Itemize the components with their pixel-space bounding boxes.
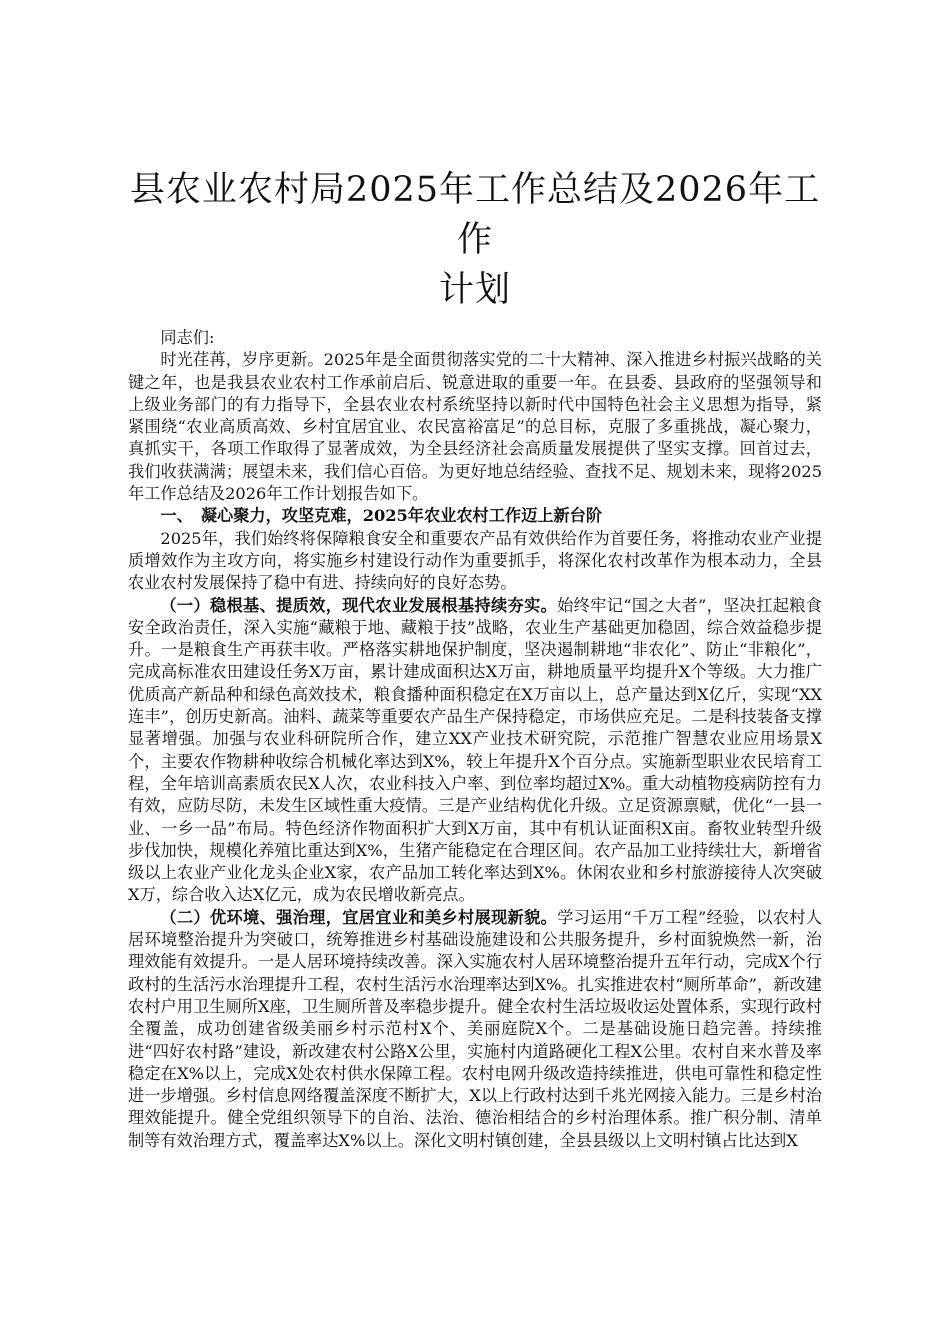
section-1-heading: 一、 凝心聚力，攻坚克难，2025年农业农村工作迈上新台阶 bbox=[160, 506, 603, 526]
subsection-1-heading: （一）稳根基、提质效，现代农业发展根基持续夯实。 bbox=[160, 595, 558, 615]
subsection-2-text: 学习运用“千万工程”经验，以农村人居环境整治提升为突破口，统筹推进乡村基础设施建设和公共服务提升，乡村面貌焕然一新，治理效能有效提升。一是人居环境持续改善。深入实施农村人居环境整治提升五年行动，完成X个行政村的生活污水治理提升工程，农村生活污水治理率达到X%。扎实推进农村“厕所革命”，新改建农村户用卫生厕所X座，卫生厕所普及率稳步提升。健全农村生活垃圾收运处置体系，实现行政村全覆盖，成功创建省级美丽乡村示范村X个、美丽庭院X个。二是基础设施日趋完善。持续推进“四好农村路”建设，新改建农村公路X公里，实施村内道路硬化工程X公里。农村自来水普及率稳定在X%以上，完成X处农村供水保障工程。农村电网升级改造持续推进，供电可靠性和稳定性进一步增强。乡村信息网络覆盖深度不断扩大，X以上行政村达到千兆光网接入能力。三是乡村治理效能提升。健全党组织领导下的自治、法治、德治相结合的乡村治理体系。推广积分制、清单制等有效治理方式，覆盖率达X%以上。深化文明村镇创建，全县县级以上文明村镇占比达到X bbox=[128, 907, 822, 1150]
document-body bbox=[128, 327, 822, 1152]
subsection-2-heading: （二）优环境、强治理，宜居宜业和美乡村展现新貌。 bbox=[160, 907, 558, 927]
document-page bbox=[128, 165, 822, 1152]
subsection-2-paragraph bbox=[128, 907, 822, 1152]
subsection-1-paragraph bbox=[128, 595, 822, 907]
title-line-2: 计划 bbox=[438, 270, 511, 310]
salutation: 同志们: bbox=[160, 328, 215, 347]
document-title bbox=[128, 165, 822, 315]
title-line-1: 县农业农村局2025年工作总结及2026年工作 bbox=[129, 170, 821, 260]
intro-paragraph: 时光荏苒，岁序更新。2025年是全面贯彻落实党的二十大精神、深入推进乡村振兴战略的关键之年，也是我县农业农村工作承前启后、锐意进取的重要一年。在县委、县政府的坚强领导和上级业务部门的有力指导下，全县农业农村系统坚持以新时代中国特色社会主义思想为指导，紧紧围绕“农业高质高效、乡村宜居宜业、农民富裕富足”的总目标，克服了多重挑战，凝心聚力，真抓实干，各项工作取得了显著成效，为全县经济社会高质量发展提供了坚实支撑。回首过去，我们收获满满；展望未来，我们信心百倍。为更好地总结经验、查找不足、规划未来，现将2025年工作总结及2026年工作计划报告如下。 bbox=[128, 350, 822, 504]
subsection-1-text: 始终牢记“国之大者”，坚决扛起粮食安全政治责任，深入实施“藏粮于地、藏粮于技”战略，农业生产基础更加稳固，综合效益稳步提升。一是粮食生产再获丰收。严格落实耕地保护制度，坚决遏制耕地“非农化”、防止“非粮化”，完成高标准农田建设任务X万亩，累计建成面积达X万亩，耕地质量平均提升X个等级。大力推广优质高产新品种和绿色高效技术，粮食播种面积稳定在X万亩以上，总产量达到X亿斤，实现“XX连丰”，创历史新高。油料、蔬菜等重要农产品生产保持稳定，市场供应充足。二是科技装备支撑显著增强。加强与农业科研院所合作，建立XX产业技术研究院，示范推广智慧农业应用场景X个，主要农作物耕种收综合机械化率达到X%，较上年提升X个百分点。实施新型职业农民培育工程，全年培训高素质农民X人次，农业科技入户率、到位率均超过X%。重大动植物疫病防控有力有效，应防尽防，未发生区域性重大疫情。三是产业结构优化升级。立足资源禀赋，优化“一县一业、一乡一品”布局。特色经济作物面积扩大到X万亩，其中有机认证面积X亩。畜牧业转型升级步伐加快，规模化养殖比重达到X%，生猪产能稳定在合理区间。农产品加工业持续壮大，新增省级以上农业产业化龙头企业X家，农产品加工转化率达到X%。休闲农业和乡村旅游接待人次突破X万，综合收入达X亿元，成为农民增收新亮点。 bbox=[128, 595, 822, 905]
section-1-intro: 2025年，我们始终将保障粮食安全和重要农产品有效供给作为首要任务，将推动农业产业提质增效作为主攻方向，将实施乡村建设行动作为重要抓手，将深化农村改革作为根本动力，全县农业农村发展保持了稳中有进、持续向好的良好态势。 bbox=[128, 528, 822, 593]
